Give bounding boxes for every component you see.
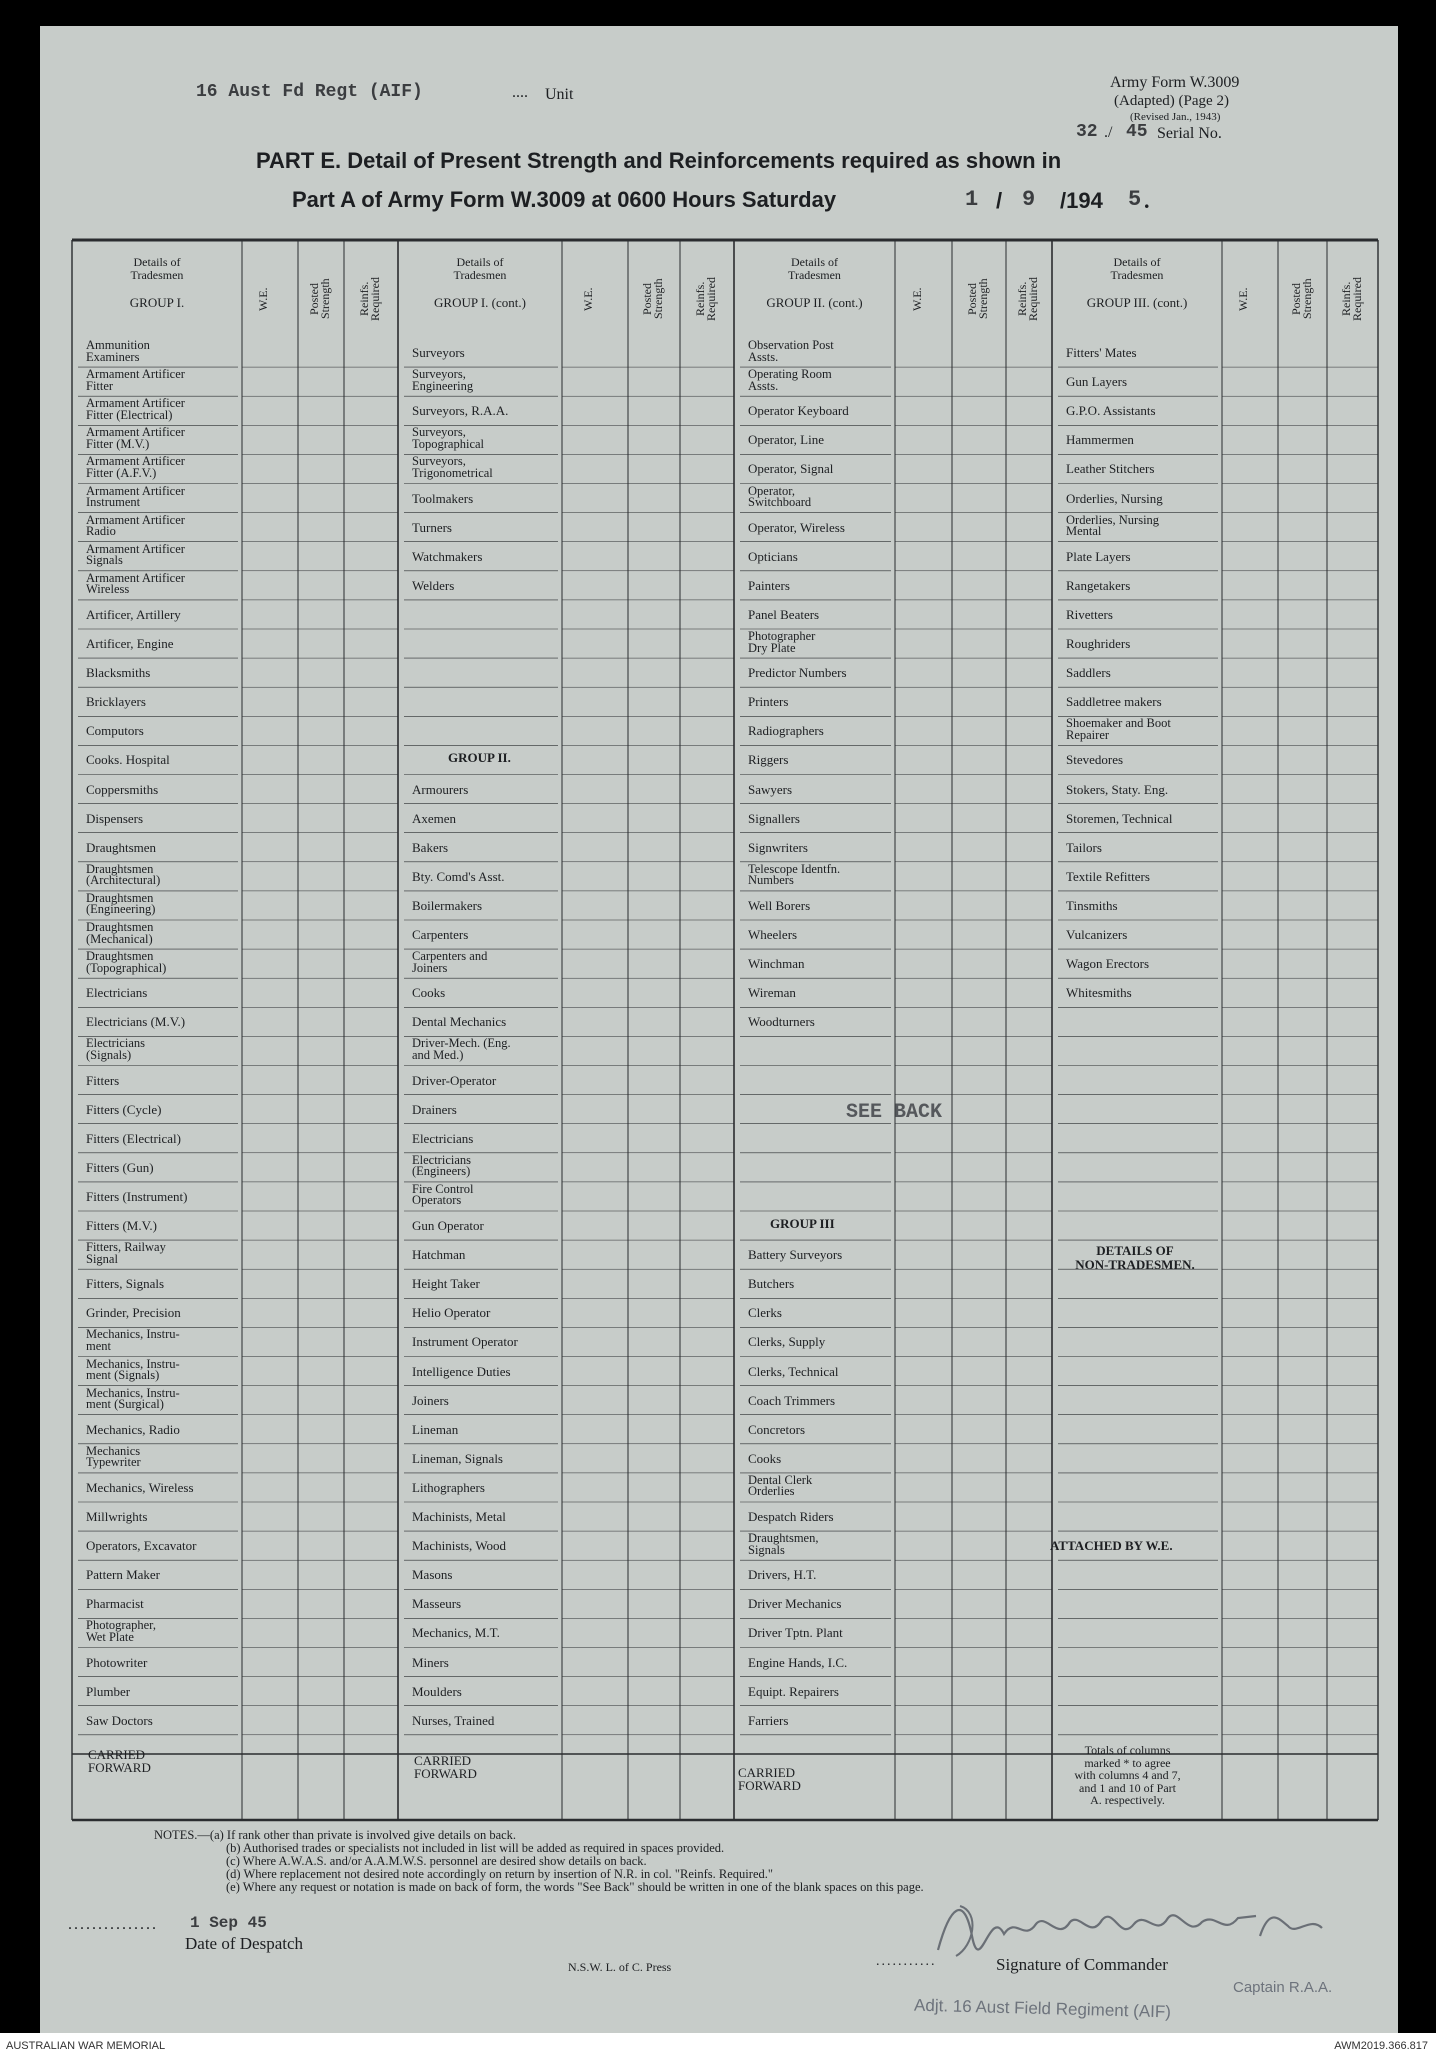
trade-label: Ammunition Examiners xyxy=(86,338,150,364)
trade-label: Pattern Maker xyxy=(86,1567,161,1583)
trade-label: Operator Keyboard xyxy=(748,403,849,419)
form-revised: (Revised Jan., 1943) xyxy=(1130,111,1221,123)
trade-label: Armament Artificer Signals xyxy=(86,541,185,568)
trade-label: Engine Hands, I.C. xyxy=(748,1654,848,1670)
trade-label: Mechanics, Instru- ment xyxy=(86,1327,180,1353)
trade-label: Drivers, H.T. xyxy=(748,1567,817,1583)
trade-label: Height Taker xyxy=(412,1276,480,1292)
date-year-prefix: /194 xyxy=(1060,188,1103,213)
trade-label: Wagon Erectors xyxy=(1066,956,1150,972)
trade-label: Signallers xyxy=(748,810,800,826)
trade-label: Stokers, Staty. Eng. xyxy=(1066,781,1169,797)
trade-label: Draughtsmen (Architectural) xyxy=(86,861,161,888)
trade-label: Miners xyxy=(412,1654,449,1670)
trade-label: Operator, Wireless xyxy=(748,519,845,535)
trade-label: Fitters xyxy=(86,1072,120,1088)
trade-label: Painters xyxy=(748,577,790,593)
trade-label: Butchers xyxy=(748,1276,795,1292)
trade-label: Textile Refitters xyxy=(1066,868,1150,884)
trade-label: Concretors xyxy=(748,1421,806,1437)
trade-label: Clerks, Technical xyxy=(748,1363,839,1379)
trade-label: Roughriders xyxy=(1066,636,1131,651)
header-group-2: GROUP I. (cont.) xyxy=(434,295,526,310)
trade-label: Lithographers xyxy=(412,1479,485,1495)
trade-label: Fire Control Operators xyxy=(412,1181,474,1208)
press-label: N.S.W. L. of C. Press xyxy=(568,1960,672,1974)
unit-dots: .... xyxy=(512,84,528,101)
group3-heading: GROUP III xyxy=(770,1216,835,1231)
trade-label: Moulders xyxy=(412,1683,462,1699)
carried-forward-1: CARRIED FORWARD xyxy=(88,1747,151,1775)
trade-label: Surveyors, Topographical xyxy=(412,425,485,451)
header-posted-3: Posted Strength xyxy=(965,278,990,320)
trade-label: Rangetakers xyxy=(1066,577,1131,593)
form-grid xyxy=(40,26,1398,2033)
archive-name: AUSTRALIAN WAR MEMORIAL xyxy=(6,2040,166,2052)
trade-label: Predictor Numbers xyxy=(748,665,847,681)
header-we-1: W.E. xyxy=(256,287,270,311)
serial-punct: ./ xyxy=(1104,124,1113,141)
trade-label: Artificer, Engine xyxy=(86,636,174,651)
trade-label: Mechanics, M.T. xyxy=(412,1625,500,1641)
trade-label: Surveyors, Engineering xyxy=(412,367,474,393)
trade-label: Driver-Operator xyxy=(412,1072,497,1088)
serial-value-1: 32 xyxy=(1076,122,1098,142)
date-end: . xyxy=(1144,188,1150,213)
page-title-line2: Part A of Army Form W.3009 at 0600 Hours Saturday xyxy=(292,187,837,212)
header-we-3: W.E. xyxy=(909,287,924,311)
trade-label: Plumber xyxy=(86,1683,131,1699)
date-month: 9 xyxy=(1022,187,1036,212)
despatch-dots: ............... xyxy=(68,1916,158,1933)
trade-label: Mechanics, Instru- ment (Signals) xyxy=(86,1356,180,1382)
trade-label: Photowriter xyxy=(86,1654,148,1670)
trade-label: Draughtsmen xyxy=(86,839,157,855)
trade-label: Cooks. Hospital xyxy=(86,752,170,768)
header-reinfs-1: Reinfs. Required xyxy=(357,277,382,321)
trade-label: Armament Artificer Fitter (A.F.V.) xyxy=(86,454,185,480)
trade-label: Printers xyxy=(748,694,789,710)
header-details-3: Details of Tradesmen xyxy=(788,255,841,282)
trade-label: Electricians (Signals) xyxy=(86,1036,145,1062)
trade-label: Battery Surveyors xyxy=(748,1247,843,1263)
trade-label: Masseurs xyxy=(412,1596,462,1612)
trade-label: Draughtsmen (Engineering) xyxy=(86,890,156,917)
form-adapted: (Adapted) (Page 2) xyxy=(1114,93,1229,109)
header-details-2: Details of Tradesmen xyxy=(453,255,507,282)
group2-heading: GROUP II. xyxy=(448,750,511,765)
trade-label: Mechanics, Instru- ment (Surgical) xyxy=(86,1385,180,1412)
trade-label: Fitters (Gun) xyxy=(86,1159,154,1175)
trade-label: Millwrights xyxy=(86,1509,148,1524)
trade-label: Radiographers xyxy=(748,723,824,739)
trade-label: Fitters, Railway Signal xyxy=(86,1240,166,1266)
trade-label: Carpenters and Joiners xyxy=(412,949,488,975)
trade-label: Fitters (Cycle) xyxy=(86,1101,162,1117)
form-page xyxy=(40,26,1398,2033)
trade-label: Lineman, Signals xyxy=(412,1450,503,1466)
trade-label: Opticians xyxy=(748,548,798,564)
trade-label: Whitesmiths xyxy=(1066,985,1132,1001)
trade-label: Well Borers xyxy=(748,897,811,913)
header-posted-2: Posted Strength xyxy=(640,278,665,320)
trade-label: Welders xyxy=(412,577,455,593)
trade-label: Orderlies, Nursing Mental xyxy=(1066,512,1160,539)
unit-label: Unit xyxy=(545,86,574,103)
trade-label: Computors xyxy=(86,723,144,739)
archive-footer xyxy=(0,2033,1436,2061)
trade-label: Electricians (Engineers) xyxy=(412,1152,471,1179)
trade-label: Orderlies, Nursing xyxy=(1066,490,1163,506)
trade-label: Saw Doctors xyxy=(86,1712,153,1728)
trade-label: Tinsmiths xyxy=(1066,897,1118,913)
stamp-adjutant: Adjt. 16 Aust Field Regiment (AIF) xyxy=(913,1995,1172,2022)
trade-label: Draughtsmen (Topographical) xyxy=(86,949,167,975)
form-title: Army Form W.3009 xyxy=(1110,74,1240,91)
trade-label: Operator, Switchboard xyxy=(748,483,812,509)
trade-label: Saddlers xyxy=(1066,665,1111,681)
trade-label: Wheelers xyxy=(748,927,798,942)
non-tradesmen-heading: DETAILS OF NON-TRADESMEN. xyxy=(1075,1243,1195,1272)
trade-label: Clerks xyxy=(748,1305,782,1321)
trade-label: Helio Operator xyxy=(412,1305,491,1321)
trade-label: Joiners xyxy=(412,1392,449,1408)
note-line: (b) Authorised trades or specialists not included in list will be added as required in spaces provided. xyxy=(226,1841,725,1855)
attached-heading: ATTACHED BY W.E. xyxy=(1050,1538,1173,1553)
serial-label: Serial No. xyxy=(1157,125,1222,142)
header-posted-1: Posted Strength xyxy=(307,278,332,320)
trade-label: Intelligence Duties xyxy=(412,1363,511,1379)
header-reinfs-2: Reinfs. Required xyxy=(693,277,718,321)
trade-label: Stevedores xyxy=(1066,752,1124,768)
trade-label: Electricians (M.V.) xyxy=(86,1014,186,1030)
trade-label: G.P.O. Assistants xyxy=(1066,403,1156,419)
trade-label: Farriers xyxy=(748,1712,789,1728)
trade-label: Driver-Mech. (Eng. and Med.) xyxy=(412,1036,511,1062)
trade-label: Draughtsmen (Mechanical) xyxy=(86,920,154,946)
signature-dots: ........... xyxy=(876,1954,937,1969)
trade-label: Gun Layers xyxy=(1066,374,1128,390)
trade-label: Signwriters xyxy=(748,839,808,855)
trade-label: Gun Operator xyxy=(412,1218,484,1233)
trade-label: Vulcanizers xyxy=(1066,927,1128,942)
trade-label: Woodturners xyxy=(748,1014,815,1030)
trade-label: Despatch Riders xyxy=(748,1509,834,1524)
trade-label: Axemen xyxy=(412,810,457,826)
trade-label: Blacksmiths xyxy=(86,665,151,681)
trade-label: Fitters (Instrument) xyxy=(86,1188,188,1204)
note-line: (e) Where any request or notation is made on back of form, the words "See Back" should be written in one of the blank spaces on this page. xyxy=(226,1880,924,1894)
stamp-captain: Captain R.A.A. xyxy=(1233,1979,1333,1996)
totals-note: Totals of columns marked * to agree with columns 4 and 7, and 1 and 10 of Part A. respectively. xyxy=(1074,1743,1181,1807)
signature xyxy=(920,1876,1350,1966)
trade-label: Toolmakers xyxy=(412,490,474,506)
trade-label: Armament Artificer Radio xyxy=(86,512,185,539)
trade-label: Nurses, Trained xyxy=(412,1712,495,1728)
trade-label: Lineman xyxy=(412,1421,459,1437)
trade-label: Fitters (M.V.) xyxy=(86,1218,157,1233)
trade-label: Armament Artificer Fitter xyxy=(86,367,185,393)
trade-label: Machinists, Wood xyxy=(412,1538,507,1554)
trade-label: Armament Artificer Fitter (Electrical) xyxy=(86,396,185,422)
note-line: NOTES.—(a) If rank other than private is involved give details on back. xyxy=(154,1828,517,1842)
header-details-1: Details of Tradesmen xyxy=(130,255,184,282)
trade-label: Armament Artificer Wireless xyxy=(86,570,185,597)
trade-label: Operating Room Assts. xyxy=(748,367,832,393)
header-group-1: GROUP I. xyxy=(129,295,185,310)
trade-label: Storemen, Technical xyxy=(1066,810,1173,826)
note-line: (c) Where A.W.A.S. and/or A.A.M.W.S. personnel are desired show details on back. xyxy=(226,1854,647,1868)
header-reinfs-4: Reinfs. Required xyxy=(1338,277,1364,321)
trade-label: Surveyors, R.A.A. xyxy=(412,403,509,419)
trade-label: Surveyors xyxy=(412,345,465,360)
trade-label: Leather Stitchers xyxy=(1066,461,1155,477)
trade-label: Tailors xyxy=(1066,839,1102,855)
trade-label: Armament Artificer Fitter (M.V.) xyxy=(86,425,185,451)
trade-label: Draughtsmen, Signals xyxy=(748,1531,819,1557)
trade-label: Grinder, Precision xyxy=(86,1305,181,1321)
trade-label: Plate Layers xyxy=(1066,548,1131,564)
trade-label: Mechanics, Wireless xyxy=(86,1479,194,1495)
trade-label: Shoemaker and Boot Repairer xyxy=(1066,716,1171,742)
trade-label: Coach Trimmers xyxy=(748,1392,836,1408)
trade-label: Equipt. Repairers xyxy=(748,1683,839,1699)
trade-label: Operator, Line xyxy=(748,432,825,448)
trade-label: Mechanics, Radio xyxy=(86,1421,180,1437)
trade-label: Electricians xyxy=(86,985,148,1001)
carried-forward-2: CARRIED FORWARD xyxy=(414,1753,477,1781)
trade-label: Hammermen xyxy=(1066,432,1134,448)
trade-label: Riggers xyxy=(748,752,789,768)
date-sep-1: / xyxy=(996,188,1003,213)
trade-label: Saddletree makers xyxy=(1066,694,1162,710)
trade-label: Dispensers xyxy=(86,810,144,826)
despatch-value: 1 Sep 45 xyxy=(190,1914,267,1932)
trade-label: Bakers xyxy=(412,839,449,855)
trade-label: Observation Post Assts. xyxy=(748,338,834,364)
trade-label: Fitters (Electrical) xyxy=(86,1130,181,1146)
trade-label: Operator, Signal xyxy=(748,461,834,477)
trade-label: Panel Beaters xyxy=(748,606,820,622)
serial-value-2: 45 xyxy=(1126,122,1148,142)
carried-forward-3: CARRIED FORWARD xyxy=(738,1765,801,1793)
trade-label: Turners xyxy=(412,519,452,535)
trade-label: Dental Mechanics xyxy=(412,1014,507,1030)
trade-label: Fitters, Signals xyxy=(86,1276,165,1292)
trade-label: Wireman xyxy=(748,985,796,1001)
header-we-2: W.E. xyxy=(581,287,595,311)
date-year-suffix: 5 xyxy=(1128,187,1142,212)
trade-label: Instrument Operator xyxy=(412,1334,518,1350)
date-day: 1 xyxy=(965,187,979,212)
trade-label: Bty. Comd's Asst. xyxy=(412,868,505,884)
trade-label: Surveyors, Trigonometrical xyxy=(412,454,493,480)
trade-label: Mechanics Typewriter xyxy=(86,1443,141,1470)
trade-label: Telescope Identfn. Numbers xyxy=(748,861,841,888)
note-line: (d) Where replacement not desired note accordingly on return by insertion of N.R. in col. "Reinfs. Required." xyxy=(226,1867,773,1881)
header-reinfs-3: Reinfs. Required xyxy=(1015,277,1040,321)
header-details-4: Details of Tradesmen xyxy=(1110,255,1164,282)
trade-label: Pharmacist xyxy=(86,1596,144,1612)
page-title-line1: PART E. Detail of Present Strength and Reinforcements required as shown in xyxy=(256,148,1062,173)
trade-label: Electricians xyxy=(412,1130,474,1146)
trade-label: Drainers xyxy=(412,1101,457,1117)
trade-label: Boilermakers xyxy=(412,897,483,913)
despatch-label: Date of Despatch xyxy=(185,1934,304,1953)
trade-label: Cooks xyxy=(412,985,446,1001)
trade-label: Driver Mechanics xyxy=(748,1596,842,1612)
trade-label: Machinists, Metal xyxy=(412,1509,506,1524)
trade-label: Watchmakers xyxy=(412,548,483,564)
trade-label: Armourers xyxy=(412,781,469,797)
trade-label: Rivetters xyxy=(1066,606,1113,622)
header-we-4: W.E. xyxy=(1236,287,1250,311)
header-group-4: GROUP III. (cont.) xyxy=(1086,295,1188,310)
trade-label: Clerks, Supply xyxy=(748,1334,826,1350)
header-posted-4: Posted Strength xyxy=(1288,278,1314,320)
trade-label: Winchman xyxy=(748,956,805,972)
trade-label: Hatchman xyxy=(412,1247,466,1263)
trade-label: Photographer Dry Plate xyxy=(748,629,816,655)
trade-label: Sawyers xyxy=(748,781,793,797)
trade-label: Masons xyxy=(412,1567,453,1583)
trade-label: Photographer, Wet Plate xyxy=(86,1618,156,1644)
see-back-stamp: SEE BACK xyxy=(846,1101,943,1124)
trade-label: Carpenters xyxy=(412,927,469,942)
trade-label: Dental Clerk Orderlies xyxy=(748,1472,813,1499)
trade-label: Fitters' Mates xyxy=(1066,345,1137,360)
trade-label: Operators, Excavator xyxy=(86,1538,197,1554)
trade-label: Artificer, Artillery xyxy=(86,606,181,622)
trade-label: Cooks xyxy=(748,1450,782,1466)
signature-label: Signature of Commander xyxy=(996,1955,1168,1974)
archive-id: AWM2019.366.817 xyxy=(1334,2040,1428,2052)
trade-label: Coppersmiths xyxy=(86,781,159,797)
unit-value: 16 Aust Fd Regt (AIF) xyxy=(196,82,423,102)
trade-label: Driver Tptn. Plant xyxy=(748,1625,843,1641)
header-group-3: GROUP II. (cont.) xyxy=(766,295,863,310)
trade-label: Bricklayers xyxy=(86,694,146,710)
trade-label: Armament Artificer Instrument xyxy=(86,483,185,509)
